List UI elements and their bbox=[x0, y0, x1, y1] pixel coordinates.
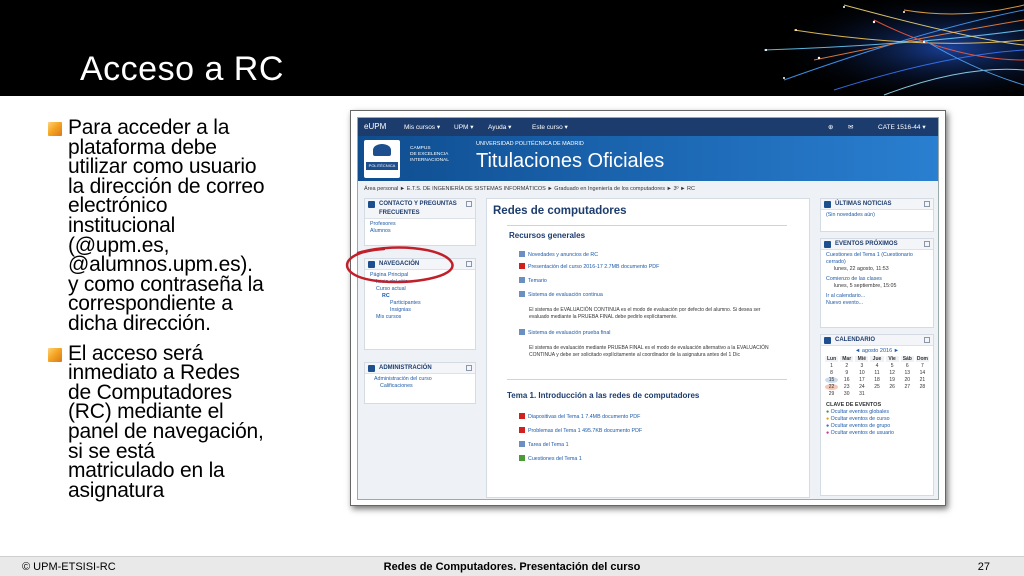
calendar-day[interactable]: 4 bbox=[875, 363, 879, 369]
weekday-header: Mar bbox=[840, 356, 853, 362]
calendar-day[interactable]: 20 bbox=[904, 377, 911, 383]
calendar-link[interactable]: Ir al calendario... bbox=[826, 293, 866, 299]
block-toggle-icon[interactable] bbox=[924, 337, 930, 343]
bullet-square-icon bbox=[48, 122, 62, 136]
help-icon[interactable]: ⊕ bbox=[828, 124, 834, 131]
block-title: NAVEGACIÓN bbox=[379, 261, 420, 267]
calendar-day[interactable]: 13 bbox=[904, 370, 911, 376]
page-icon bbox=[519, 277, 525, 283]
banner-title: Titulaciones Oficiales bbox=[476, 150, 665, 172]
evaluation-note: El sistema de evaluación mediante PRUEBA FINAL es el modo de evaluación alternativo a la EVALUACIÓN CONTINUA y debe ser solicitado explícitamente al coordinador de la asignatura antes del 1 Dic bbox=[529, 345, 769, 358]
fiber-optics-image bbox=[724, 0, 1024, 96]
block-header bbox=[821, 239, 933, 250]
calendar-day bbox=[916, 391, 929, 397]
section-title: Recursos generales bbox=[509, 231, 586, 240]
activity-link[interactable]: Problemas del Tema 1 495.7KB documento PDF bbox=[519, 427, 642, 434]
bullet-list bbox=[48, 118, 298, 510]
activity-link[interactable]: Diapositivas del Tema 1 7.4MB documento PDF bbox=[519, 413, 640, 420]
moodle-page bbox=[357, 117, 939, 500]
bullet-item bbox=[48, 118, 298, 334]
event-item[interactable]: Cuestiones del Tema 1 (Cuestionario cerrado) bbox=[826, 252, 913, 265]
block-body bbox=[365, 374, 475, 392]
crown-icon bbox=[373, 144, 391, 156]
block-toggle-icon[interactable] bbox=[924, 241, 930, 247]
calendar-grid bbox=[821, 354, 933, 399]
upm-logo bbox=[364, 140, 400, 178]
divider bbox=[507, 225, 787, 226]
calendar-day[interactable]: 16 bbox=[843, 377, 850, 383]
page-number: 27 bbox=[977, 561, 990, 573]
admin-item[interactable]: Calificaciones bbox=[380, 383, 413, 389]
calendar-day[interactable]: 17 bbox=[859, 377, 865, 383]
bullet-text: Para acceder a la plataforma debe utilizar como usuario la dirección de correo electrónico institucional (@upm.es, @alumnos.upm.es). y como contraseña la correspondiente a dicha dirección. bbox=[68, 116, 265, 335]
block-title: EVENTOS PRÓXIMOS bbox=[835, 241, 898, 247]
campus-label: CAMPUS DE EXCELENCIA INTERNACIONAL bbox=[410, 146, 449, 163]
contact-icon bbox=[368, 201, 375, 208]
weekday-header: Jue bbox=[870, 356, 883, 362]
calendar-day[interactable]: 19 bbox=[889, 377, 895, 383]
slide-title: Acceso a RC bbox=[80, 50, 284, 88]
nav-item[interactable]: Página Principal bbox=[370, 272, 409, 278]
calendar-day[interactable]: 30 bbox=[843, 391, 850, 397]
calendar-day[interactable]: 28 bbox=[919, 384, 926, 390]
weekday-header: Sáb bbox=[902, 356, 912, 362]
course-title: Redes de computadores bbox=[493, 205, 627, 217]
event-key-list bbox=[821, 409, 933, 439]
university-label: UNIVERSIDAD POLITÉCNICA DE MADRID bbox=[476, 141, 584, 147]
pdf-icon bbox=[519, 427, 525, 433]
calendar-day[interactable]: 2 bbox=[845, 363, 849, 369]
activity-link[interactable]: Cuestiones del Tema 1 bbox=[519, 455, 582, 462]
activity-link[interactable]: Sistema de evaluación prueba final bbox=[519, 329, 610, 336]
calendar-day bbox=[901, 391, 914, 397]
event-key-title: CLAVE DE EVENTOS bbox=[826, 402, 882, 408]
news-item: (Sin novedades aún) bbox=[826, 212, 875, 218]
menu-este-curso[interactable]: Este curso ▾ bbox=[532, 124, 568, 131]
calendar-day[interactable]: 27 bbox=[904, 384, 911, 390]
menu-ayuda[interactable]: Ayuda ▾ bbox=[488, 124, 512, 131]
calendar-icon bbox=[824, 337, 831, 344]
calendar-day bbox=[870, 391, 883, 397]
slide-header bbox=[0, 0, 1024, 96]
page-icon bbox=[519, 291, 525, 297]
nav-item[interactable]: Inicio del sitio bbox=[376, 279, 408, 285]
event-key-item[interactable]: ● Ocultar eventos de curso bbox=[826, 416, 890, 422]
calendar-day[interactable]: 29 bbox=[828, 391, 835, 397]
footer-title: Redes de Computadores. Presentación del curso bbox=[383, 561, 641, 573]
admin-item[interactable]: Administración del curso bbox=[374, 376, 432, 382]
assignment-icon bbox=[519, 441, 525, 447]
block-toggle-icon[interactable] bbox=[466, 365, 472, 371]
events-block bbox=[820, 238, 934, 328]
calendar-day[interactable]: 3 bbox=[860, 363, 864, 369]
event-date: lunes, 5 septiembre, 15:05 bbox=[834, 283, 897, 289]
block-toggle-icon[interactable] bbox=[466, 201, 472, 207]
calendar-day[interactable]: 9 bbox=[845, 370, 849, 376]
calendar-day[interactable]: 7 bbox=[921, 363, 924, 369]
calendar-icon bbox=[824, 241, 831, 248]
link-profesores[interactable]: Profesores bbox=[370, 221, 396, 227]
admin-icon bbox=[368, 365, 375, 372]
nav-item[interactable]: Participantes bbox=[390, 300, 421, 306]
calendar-day[interactable]: 10 bbox=[859, 370, 865, 376]
weekday-header: Dom bbox=[916, 356, 928, 362]
calendar-day[interactable]: 15 bbox=[825, 377, 838, 383]
pdf-icon bbox=[519, 413, 525, 419]
block-title: ÚLTIMAS NOTICIAS bbox=[835, 201, 892, 207]
divider bbox=[507, 379, 787, 380]
weekday-header: Vie bbox=[886, 356, 899, 362]
calendar-day[interactable]: 11 bbox=[874, 370, 880, 376]
link-alumnos[interactable]: Alumnos bbox=[370, 228, 391, 234]
nav-item[interactable]: Mis cursos bbox=[376, 314, 402, 320]
calendar-block bbox=[820, 334, 934, 496]
event-date: lunes, 22 agosto, 11:53 bbox=[834, 266, 889, 272]
menu-mis-cursos[interactable]: Mis cursos ▾ bbox=[404, 124, 441, 131]
block-body bbox=[821, 250, 933, 309]
calendar-day[interactable]: 21 bbox=[919, 377, 926, 383]
evaluation-note: El sistema de EVALUACIÓN CONTINUA es el modo de evaluación por defecto del alumno. Si desea ser evaluado mediante la PRUEBA FINAL debe pedirlo explícitamente. bbox=[529, 307, 761, 320]
moodle-screenshot bbox=[350, 110, 946, 506]
block-title: CALENDARIO bbox=[835, 337, 875, 343]
contact-block bbox=[364, 198, 476, 246]
event-key-item[interactable]: ● Ocultar eventos de usuario bbox=[826, 430, 894, 436]
block-header bbox=[365, 363, 475, 374]
page-icon bbox=[519, 329, 525, 335]
weekday-header: Mié bbox=[855, 356, 868, 362]
calendar-month-nav[interactable]: ◄ agosto 2016 ► bbox=[854, 348, 900, 354]
user-menu[interactable]: CATE 1516-44 ▾ bbox=[878, 124, 926, 131]
calendar-day[interactable]: 23 bbox=[843, 384, 850, 390]
moodle-topbar bbox=[358, 118, 938, 136]
pdf-icon bbox=[519, 263, 525, 269]
new-event-link[interactable]: Nuevo evento... bbox=[826, 300, 864, 306]
bullet-item bbox=[48, 341, 298, 502]
activity-link[interactable]: Sistema de evaluación continua bbox=[519, 291, 603, 298]
calendar-day[interactable]: 25 bbox=[874, 384, 880, 390]
moodle-banner bbox=[358, 136, 938, 181]
calendar-day[interactable]: 18 bbox=[874, 377, 880, 383]
calendar-day bbox=[886, 391, 899, 397]
nav-item[interactable]: Curso actual bbox=[376, 286, 406, 292]
calendar-day[interactable]: 14 bbox=[919, 370, 926, 376]
news-icon bbox=[824, 201, 831, 208]
nav-item-rc[interactable]: RC bbox=[382, 293, 390, 299]
event-key-item[interactable]: ● Ocultar eventos globales bbox=[826, 409, 889, 415]
block-body bbox=[365, 219, 475, 237]
block-title: CONTACTO Y PREGUNTAS FRECUENTES bbox=[379, 201, 457, 216]
block-header bbox=[365, 199, 475, 219]
calendar-day[interactable]: 12 bbox=[889, 370, 895, 376]
block-title: ADMINISTRACIÓN bbox=[379, 365, 432, 371]
block-toggle-icon[interactable] bbox=[924, 201, 930, 207]
calendar-day[interactable]: 24 bbox=[859, 384, 865, 390]
course-content bbox=[486, 198, 810, 498]
block-header bbox=[821, 335, 933, 346]
highlight-circle bbox=[340, 245, 456, 285]
activity-link[interactable]: Novedades y anuncios de RC bbox=[519, 251, 598, 258]
activity-link[interactable]: Temario bbox=[519, 277, 547, 284]
calendar-day[interactable]: 1 bbox=[830, 363, 833, 369]
brand-label[interactable]: eUPM bbox=[364, 122, 387, 131]
menu-upm[interactable]: UPM ▾ bbox=[454, 124, 474, 131]
nav-item[interactable]: Insignias bbox=[390, 307, 411, 313]
calendar-day[interactable]: 5 bbox=[890, 363, 894, 369]
event-item[interactable]: Comienzo de las clases bbox=[826, 276, 882, 282]
bullet-text: El acceso será inmediato a Redes de Computadores (RC) mediante el panel de navegación, si se está matriculado en la asignatura bbox=[68, 341, 264, 502]
breadcrumb[interactable]: Área personal ► E.T.S. DE INGENIERÍA DE SISTEMAS INFORMÁTICOS ► Graduado en Ingeniería de los computadores ► 3º ► RC bbox=[364, 186, 695, 192]
event-key-item[interactable]: ● Ocultar eventos de grupo bbox=[826, 423, 891, 429]
mail-icon[interactable]: ✉ bbox=[848, 124, 854, 131]
quiz-icon bbox=[519, 455, 525, 461]
weekday-header: Lun bbox=[826, 356, 837, 362]
logo-label: POLITÉCNICA bbox=[366, 162, 398, 170]
block-header bbox=[821, 199, 933, 210]
section-title: Tema 1. Introducción a las redes de computadores bbox=[507, 391, 700, 400]
forum-icon bbox=[519, 251, 525, 257]
calendar-day[interactable]: 26 bbox=[889, 384, 895, 390]
block-toggle-icon[interactable] bbox=[466, 261, 472, 267]
activity-link[interactable]: Tarea del Tema 1 bbox=[519, 441, 569, 448]
block-body bbox=[821, 210, 933, 221]
calendar-day[interactable]: 22 bbox=[825, 384, 838, 390]
calendar-day[interactable]: 8 bbox=[830, 370, 833, 376]
slide-footer bbox=[0, 556, 1024, 576]
calendar-day[interactable]: 31 bbox=[859, 391, 865, 397]
bullet-square-icon bbox=[48, 348, 62, 362]
admin-block bbox=[364, 362, 476, 404]
news-block bbox=[820, 198, 934, 232]
footer-copyright: © UPM-ETSISI-RC bbox=[22, 561, 116, 573]
activity-link[interactable]: Presentación del curso 2016-17 2.7MB documento PDF bbox=[519, 263, 659, 270]
calendar-day[interactable]: 6 bbox=[905, 363, 909, 369]
